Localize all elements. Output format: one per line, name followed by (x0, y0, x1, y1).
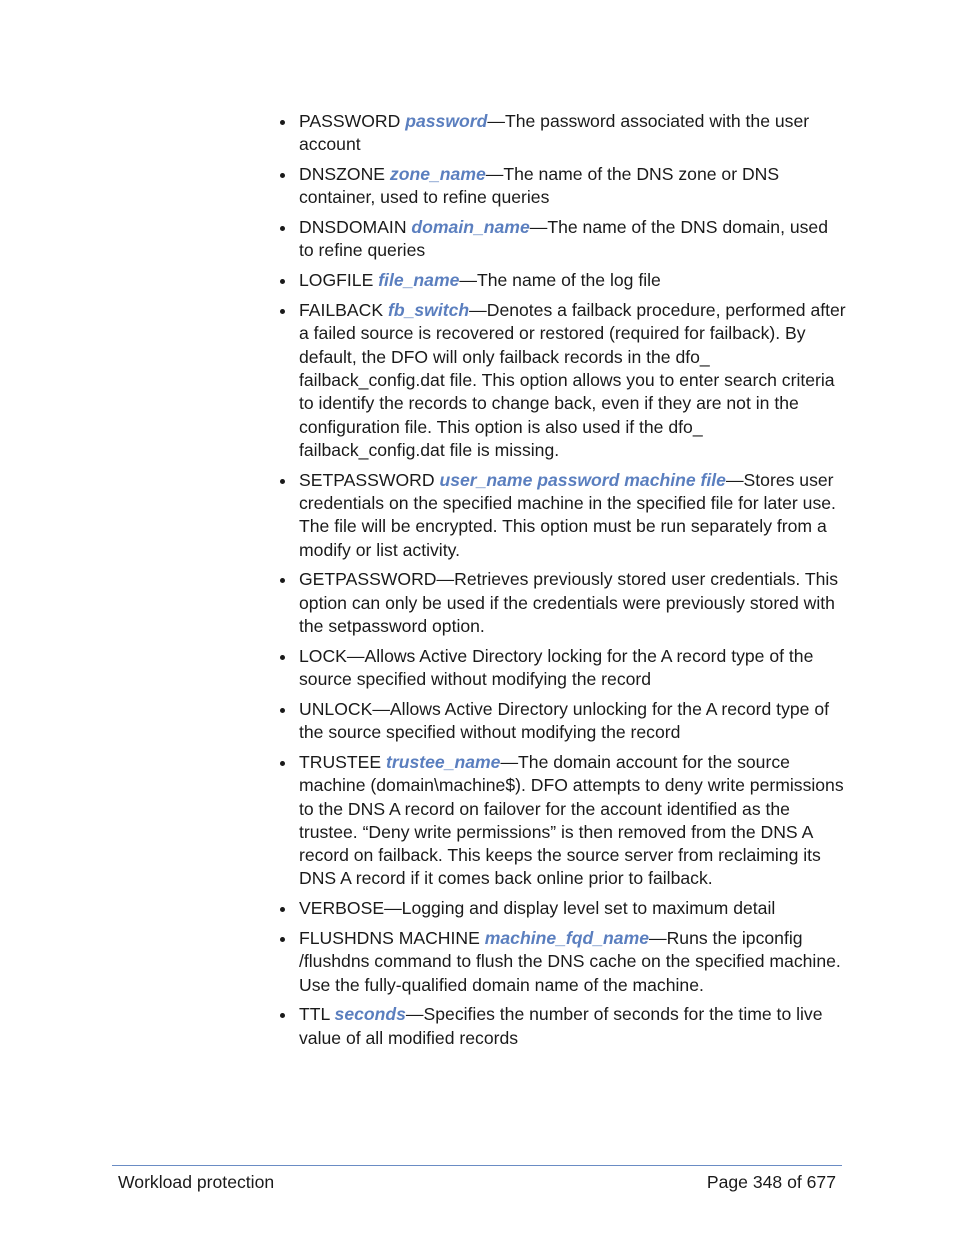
list-item-unlock (277, 698, 847, 745)
list-item-verbose (277, 897, 847, 920)
list-item-password (277, 110, 847, 157)
option-param: password (405, 111, 488, 131)
option-desc: —Specifies the number of seconds for the time to live value of all modified records (299, 1004, 823, 1048)
option-keyword: TTL (299, 1004, 330, 1025)
list-item-ttl (277, 1003, 847, 1050)
list-item-getpassword (277, 568, 847, 638)
list-item-setpassword (277, 469, 847, 562)
bullet-icon (280, 309, 285, 314)
bullet-icon (280, 120, 285, 125)
option-keyword: FAILBACK (299, 300, 384, 321)
option-param: seconds (334, 1004, 406, 1025)
bullet-icon (280, 279, 285, 284)
list-item-dnszone (277, 163, 847, 210)
bullet-icon (280, 578, 285, 583)
list-item-logfile (277, 269, 847, 292)
option-keyword: TRUSTEE (299, 751, 382, 772)
bullet-icon (280, 708, 285, 713)
option-desc: —Denotes a failback procedure, performed after a failed source is recovered or restored (required for failback). By default, the DFO will only failback records in the dfo_ failback_config.dat file. This option allows you to enter search criteria to identify the records to change back, even if they are not in the configuration file. This option is also used if the dfo_ failback_config.dat file is missing. (299, 300, 846, 460)
option-desc: —Stores user credentials on the specified machine in the specified file for later use. The file will be encrypted. This option must be run separately from a modify or list activity. (299, 469, 836, 560)
option-desc: —The password associated with the user account (299, 111, 810, 155)
list-item-lock (277, 645, 847, 692)
footer-divider (112, 1165, 842, 1166)
option-keyword: GETPASSWORD (299, 569, 437, 590)
option-keyword: SETPASSWORD (299, 469, 435, 490)
bullet-icon (280, 173, 285, 178)
option-desc: —Retrieves previously stored user credentials. This option can only be used if the credentials were previously stored with the setpassword option. (299, 569, 839, 636)
option-desc: —The name of the log file (459, 270, 661, 291)
option-desc: —Logging and display level set to maximum detail (384, 898, 776, 919)
bullet-icon (280, 907, 285, 912)
bullet-icon (280, 226, 285, 231)
option-desc: —Allows Active Directory unlocking for the A record type of the source specified without modifying the record (299, 698, 829, 743)
option-keyword: DNSZONE (299, 164, 386, 185)
option-keyword: DNSDOMAIN (299, 217, 407, 238)
bullet-icon (280, 479, 285, 484)
option-param: fb_switch (388, 300, 470, 321)
option-param: domain_name (411, 217, 530, 238)
option-param: zone_name (389, 164, 486, 185)
list-item-dnsdomain (277, 216, 847, 263)
bullet-icon (280, 655, 285, 660)
option-desc: —The domain account for the source machine (domain\machine$). DFO attempts to deny write permissions to the DNS A record on failover for the account identified as the trustee. “Deny write permissions” is then removed from the DNS A record on failback. This keeps the source server from reclaiming its DNS A record if it comes back online prior to failback. (299, 751, 844, 889)
option-keyword: UNLOCK (299, 698, 373, 719)
bullet-icon (280, 1013, 285, 1018)
option-param: machine_fqd_name (484, 928, 649, 948)
option-param: trustee_name (386, 751, 501, 772)
list-item-failback (277, 299, 847, 462)
list-item-trustee (277, 751, 847, 891)
option-keyword: VERBOSE (299, 898, 385, 919)
option-desc: —The name of the DNS domain, used to refine queries (299, 217, 829, 261)
option-param: file_name (378, 270, 460, 291)
option-keyword: LOCK (299, 645, 347, 666)
option-param: user_name password machine file (439, 469, 726, 490)
footer-section-title: Workload protection (118, 1172, 275, 1192)
option-list (277, 110, 847, 1050)
option-keyword: LOGFILE (299, 270, 374, 291)
option-keyword: PASSWORD (299, 111, 401, 131)
bullet-icon (280, 761, 285, 766)
option-keyword: FLUSHDNS MACHINE (299, 928, 480, 948)
footer-page-number: Page 348 of 677 (706, 1172, 836, 1192)
bullet-icon (280, 937, 285, 942)
option-desc: —Allows Active Directory locking for the A record type of the source specified without modifying the record (299, 645, 814, 690)
option-list-section (277, 110, 847, 1056)
option-desc: —The name of the DNS zone or DNS container, used to refine queries (299, 164, 780, 208)
list-item-flushdns (277, 927, 847, 997)
option-desc: —Runs the ipconfig /flushdns command to flush the DNS cache on the specified machine. Use the fully-qualified domain name of the machine. (299, 928, 841, 995)
